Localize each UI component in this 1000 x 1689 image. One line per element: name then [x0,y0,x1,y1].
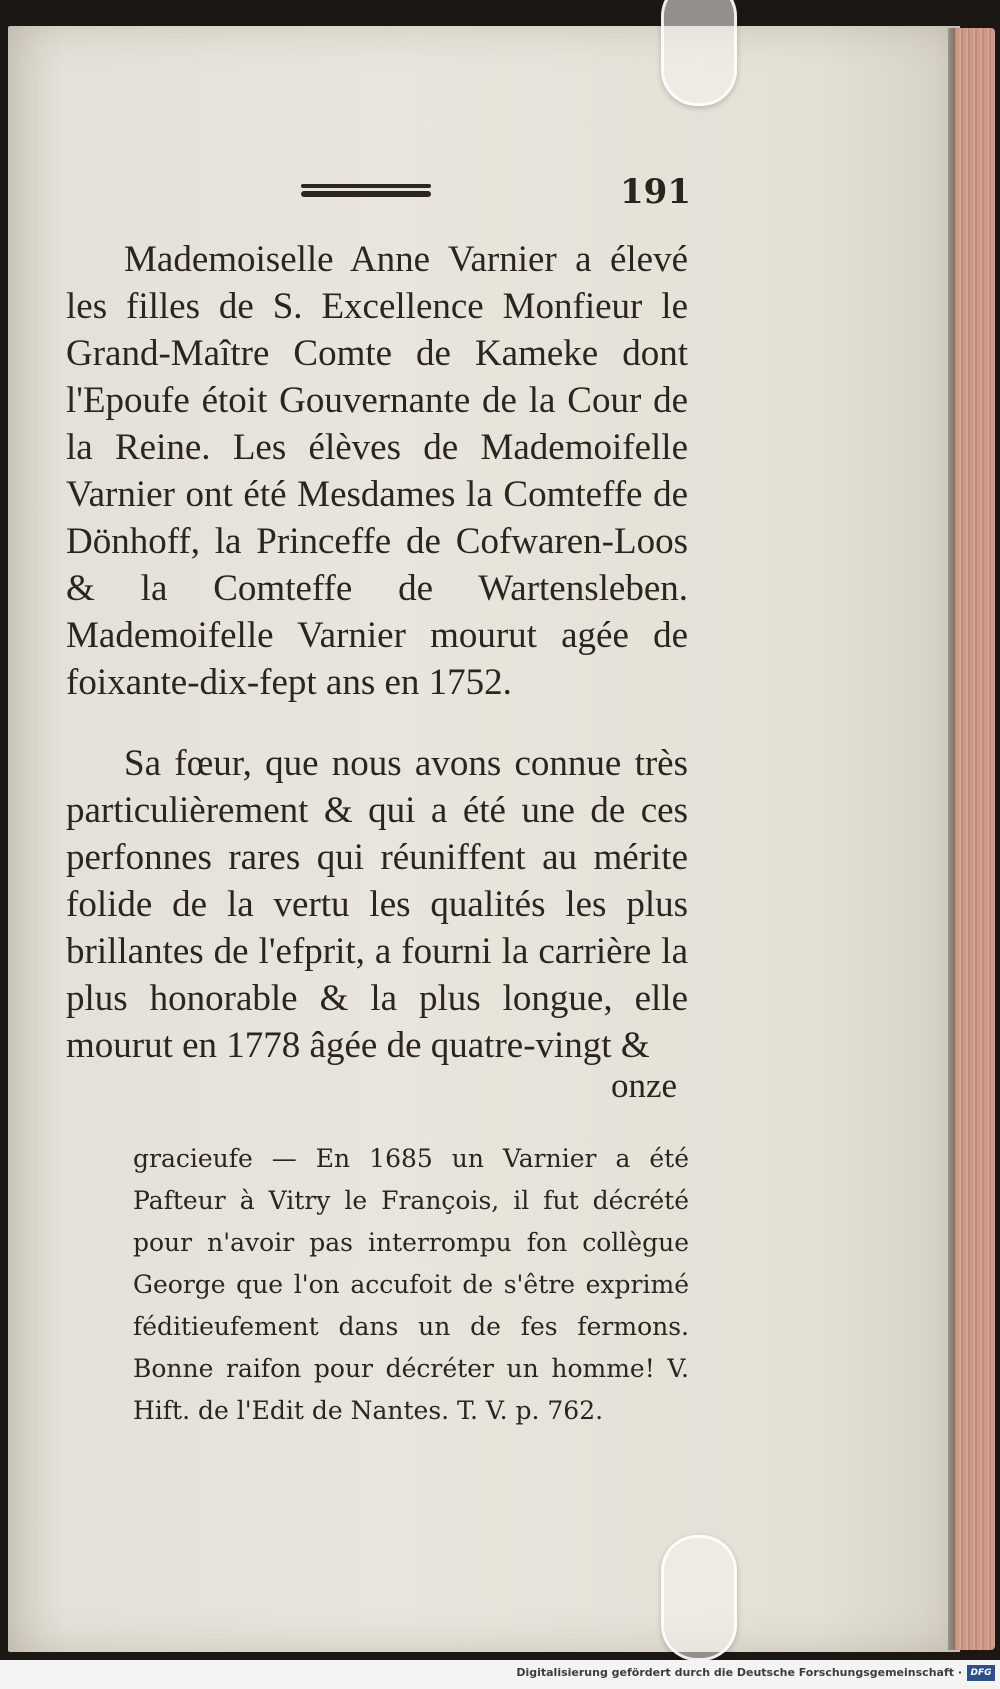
dfg-logo-icon: DFG [967,1665,995,1681]
paragraph-2-text: Sa fœur, que nous avons connue très particulièrement & qui a été une de ces perfonnes rares qui réuniffent au mérite folide de la vertu les qualités les plus brillantes de l'efprit, a fourni la carrière la plus honorable & la plus longue, elle mourut en 1778 âgée de quatre-vingt & [66,743,688,1066]
header-rule [301,184,431,197]
bottom-page-clip [661,1535,737,1661]
top-page-clip [661,0,737,106]
paragraph-2 [66,740,688,1069]
paragraph-1 [66,236,688,706]
catchword: onze [611,1066,678,1105]
digitization-footer [0,1660,1000,1689]
footnote: gracieufe — En 1685 un Varnier a été Pafteur à Vitry le François, il fut décrété pour n'avoir pas interrompu fon collègue George que l'on accufoit de s'être exprimé féditieufement dans un de fes fermons. Bonne raifon pour décréter un homme! V. Hift. de l'Edit de Nantes. T. V. p. 762. [133,1144,689,1425]
page-number: 191 [620,172,691,212]
paragraph-1-text: Mademoiselle Anne Varnier a élevé les filles de S. Excellence Monfieur le Grand-Maître Comte de Kameke dont l'Epoufe étoit Gouvernante de la Cour de la Reine. Les élèves de Mademoifelle Varnier ont été Mesdames la Comteffe de Dönhoff, la Princeffe de Cofwaren-Loos & la Comteffe de Wartensleben. Mademoifelle Varnier mourut agée de foixante-dix-fept ans en 1752. [66,239,688,703]
page-edges [955,28,995,1650]
funding-credit: Digitalisierung gefördert durch die Deutsche Forschungsgemeinschaft · [516,1666,962,1679]
